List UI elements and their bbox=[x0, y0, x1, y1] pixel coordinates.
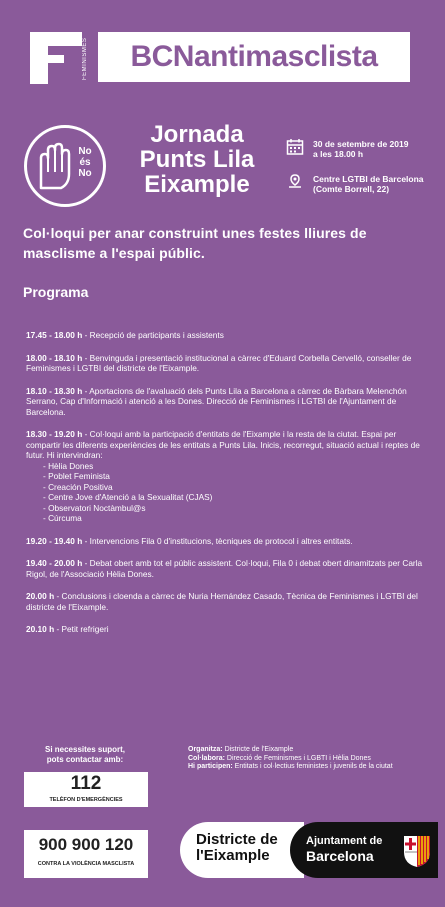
credit-value: Districte de l'Eixample bbox=[222, 746, 294, 753]
program-text: - Aportacions de l'avaluació dels Punts Lila a Barcelona a càrrec de Bàrbara Melenchón Serrano, Cap d'Informació i atenció a les Dones. Direcció de Feminismes i LGTBI de l'Ajuntament de Barcelona. bbox=[26, 385, 407, 417]
program-time: 17.45 - 18.00 h bbox=[26, 330, 83, 340]
credit-value: Entitats i col·lectius feministes i juvenils de la ciutat bbox=[232, 763, 393, 770]
feminismes-logo-icon bbox=[30, 32, 82, 84]
barcelona-shield-icon bbox=[402, 832, 432, 868]
program-item bbox=[26, 536, 426, 547]
credit-value: Direcció de Feminismes i LGBTI i Hèlia Dones bbox=[224, 754, 371, 762]
program-text: - Conclusions i cloenda a càrrec de Nuria Hernández Casado, Tècnica de Feminismes i LGTBI del districte de l'Eixample. bbox=[26, 591, 418, 612]
event-place bbox=[313, 174, 424, 194]
program-text: - Petit refrigeri bbox=[54, 624, 109, 634]
program-text: - Col·loqui amb la participació d'entitats de l'Eixample i la resta de la ciutat. Espai per compartir les diferents experiències de les entitats a Punts Lila. Inicis, recorregut, situació actual i reptes de futur. Hi intervindran: bbox=[26, 429, 420, 460]
event-date bbox=[313, 139, 408, 159]
emergency-label: TELÈFON D'EMERGÈNCIES bbox=[49, 797, 123, 803]
program-time: 20.10 h bbox=[26, 624, 55, 634]
credits bbox=[188, 746, 438, 772]
program-list bbox=[26, 330, 426, 647]
program-time: 19.20 - 19.40 h bbox=[26, 535, 83, 546]
violence-label: CONTRA LA VIOLÈNCIA MASCLISTA bbox=[37, 861, 135, 867]
date-line-2: a les 18.00 h bbox=[313, 149, 364, 159]
support-line-2: pots contactar amb: bbox=[46, 755, 124, 764]
emergency-number: 112 bbox=[70, 773, 102, 794]
speakers-list bbox=[26, 461, 426, 524]
program-text: - Intervencions Fila 0 d'institucions, tècniques de protocol i altres entitats. bbox=[82, 535, 353, 546]
place-line-1: Centre LGTBI de Barcelona bbox=[313, 174, 424, 184]
credit-label: Organitza: bbox=[188, 746, 223, 753]
credit-organitza bbox=[188, 746, 438, 755]
calendar-icon bbox=[286, 138, 304, 161]
program-time: 19.40 - 20.00 h bbox=[26, 558, 83, 568]
credit-collabora bbox=[188, 755, 438, 764]
emergency-phone-box bbox=[24, 772, 148, 807]
program-text: - Recepció de participants i assistents bbox=[82, 330, 224, 340]
badge-line-3: No bbox=[78, 168, 92, 179]
speaker-item: - Poblet Feminista bbox=[43, 471, 110, 481]
support-text bbox=[25, 745, 145, 765]
program-item bbox=[26, 386, 426, 418]
event-title bbox=[122, 122, 272, 197]
violence-phone-box bbox=[24, 830, 148, 878]
program-text: - Benvinguda i presentació institucional a càrrec d'Eduard Corbella Cervelló, conseller de Feminismes i LGTBI del districte de l'Eixample. bbox=[26, 352, 412, 373]
credit-label: Hi participen: bbox=[188, 763, 233, 770]
program-item bbox=[26, 330, 426, 341]
date-line-1: 30 de setembre de 2019 bbox=[313, 139, 409, 149]
credit-participen bbox=[188, 763, 438, 772]
badge-line-1: No bbox=[78, 146, 92, 157]
support-line-1: Si necessites suport, bbox=[44, 745, 126, 754]
speaker-item: - Observatori Noctàmbul@s bbox=[43, 502, 146, 513]
program-time: 18.10 - 18.30 h bbox=[26, 385, 83, 396]
institution-logos bbox=[180, 822, 438, 878]
district-logo bbox=[180, 822, 304, 878]
location-pin-icon bbox=[287, 173, 303, 194]
city-line-2: Barcelona bbox=[306, 848, 374, 864]
city-line-1: Ajuntament de bbox=[306, 835, 383, 847]
badge-line-2: és bbox=[79, 157, 91, 168]
program-item bbox=[26, 558, 426, 579]
brand-title: BCNantimasclista bbox=[98, 32, 410, 82]
program-item bbox=[26, 591, 426, 612]
no-es-no-badge bbox=[24, 125, 106, 207]
speaker-item: - Creación Positiva bbox=[43, 481, 113, 492]
program-item bbox=[26, 353, 426, 374]
speaker-item: - Cúrcuma bbox=[43, 513, 82, 523]
program-heading: Programa bbox=[23, 284, 89, 300]
program-text: - Debat obert amb tot el públic assistent. Col·loqui, Fila 0 i debat obert dinamitzats per Carla Rigol, de l'Associació Hèlia Dones. bbox=[26, 558, 423, 579]
district-line-2: l'Eixample bbox=[196, 847, 270, 864]
logo-side-text: FEMINISMES bbox=[82, 37, 88, 81]
event-title-line-1: Jornada bbox=[150, 121, 244, 148]
place-line-2: (Comte Borrell, 22) bbox=[313, 184, 390, 194]
district-line-1: Districte de bbox=[196, 831, 278, 848]
program-time: 20.00 h bbox=[26, 591, 55, 601]
program-time: 18.00 - 18.10 h bbox=[26, 352, 83, 363]
ajuntament-logo bbox=[290, 822, 438, 878]
program-item bbox=[26, 624, 426, 635]
program-item bbox=[26, 429, 426, 524]
event-title-line-3: Eixample bbox=[144, 171, 250, 198]
program-time: 18.30 - 19.20 h bbox=[26, 429, 83, 439]
event-title-line-2: Punts Lila bbox=[139, 146, 255, 173]
speaker-item: - Centre Jove d'Atenció a la Sexualitat (CJAS) bbox=[43, 492, 213, 502]
speaker-item: - Hèlia Dones bbox=[43, 460, 94, 471]
event-subtitle: Col·loqui per anar construint unes festes lliures de masclisme a l'espai públic. bbox=[23, 225, 367, 261]
district-logo-text bbox=[196, 832, 278, 864]
violence-number: 900 900 120 bbox=[38, 835, 134, 854]
ajuntament-logo-text bbox=[306, 834, 382, 864]
credit-label: Col·labora: bbox=[188, 754, 225, 762]
